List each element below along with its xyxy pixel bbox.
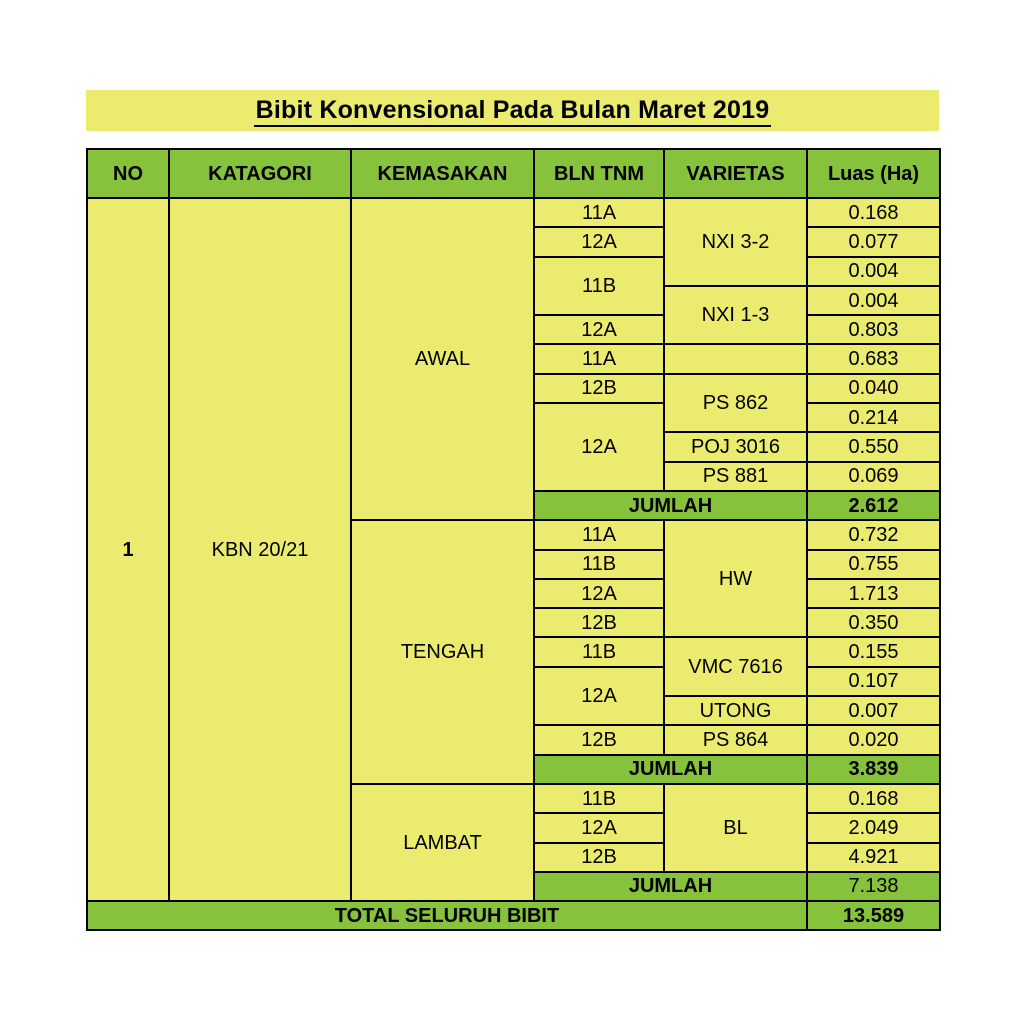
cell-varietas: HW [664,520,807,637]
bibit-table [86,148,941,931]
cell-varietas [664,344,807,373]
cell-varietas: PS 862 [664,374,807,433]
cell-luas: 0.168 [807,198,940,227]
cell-bln-tnm: 12A [534,315,664,344]
cell-luas: 0.007 [807,696,940,725]
header-varietas: VARIETAS [664,149,807,198]
cell-bln-tnm: 11A [534,198,664,227]
cell-luas: 0.069 [807,462,940,491]
cell-varietas: POJ 3016 [664,432,807,461]
cell-bln-tnm: 12A [534,813,664,842]
jumlah-label: JUMLAH [534,491,807,520]
cell-luas: 0.107 [807,667,940,696]
cell-no: 1 [87,198,169,901]
cell-kemasakan-lambat: LAMBAT [351,784,534,901]
cell-varietas: BL [664,784,807,872]
header-no: NO [87,149,169,198]
header-katagori: KATAGORI [169,149,351,198]
title-banner [86,90,939,131]
cell-varietas: PS 881 [664,462,807,491]
jumlah-label: JUMLAH [534,872,807,901]
cell-luas: 0.004 [807,257,940,286]
jumlah-value: 7.138 [807,872,940,901]
page-title: Bibit Konvensional Pada Bulan Maret 2019 [254,95,772,127]
cell-bln-tnm: 11A [534,344,664,373]
cell-bln-tnm: 12B [534,374,664,403]
cell-luas: 4.921 [807,843,940,872]
cell-luas: 0.077 [807,227,940,256]
header-bln-tnm: BLN TNM [534,149,664,198]
cell-bln-tnm: 11B [534,257,664,316]
total-row [87,901,940,930]
header-kemasakan: KEMASAKAN [351,149,534,198]
cell-varietas: UTONG [664,696,807,725]
cell-kemasakan-tengah: TENGAH [351,520,534,784]
cell-bln-tnm: 12B [534,608,664,637]
cell-luas: 0.168 [807,784,940,813]
cell-luas: 0.020 [807,725,940,754]
cell-luas: 1.713 [807,579,940,608]
cell-bln-tnm: 12A [534,227,664,256]
cell-katagori: KBN 20/21 [169,198,351,901]
jumlah-label: JUMLAH [534,755,807,784]
cell-luas: 0.550 [807,432,940,461]
cell-bln-tnm: 12A [534,667,664,726]
cell-bln-tnm: 11B [534,637,664,666]
cell-varietas: NXI 1-3 [664,286,807,345]
cell-luas: 2.049 [807,813,940,842]
cell-bln-tnm: 12B [534,725,664,754]
cell-luas: 0.350 [807,608,940,637]
header-luas: Luas (Ha) [807,149,940,198]
jumlah-value: 2.612 [807,491,940,520]
cell-bln-tnm: 11A [534,520,664,549]
cell-luas: 0.755 [807,550,940,579]
total-value: 13.589 [807,901,940,930]
cell-varietas: NXI 3-2 [664,198,807,286]
cell-bln-tnm: 12B [534,843,664,872]
cell-bln-tnm: 12A [534,579,664,608]
cell-luas: 0.732 [807,520,940,549]
header-row [87,149,940,198]
cell-varietas: PS 864 [664,725,807,754]
total-label: TOTAL SELURUH BIBIT [87,901,807,930]
cell-bln-tnm: 12A [534,403,664,491]
cell-luas: 0.214 [807,403,940,432]
cell-luas: 0.683 [807,344,940,373]
cell-kemasakan-awal: AWAL [351,198,534,520]
cell-luas: 0.803 [807,315,940,344]
cell-bln-tnm: 11B [534,550,664,579]
cell-luas: 0.040 [807,374,940,403]
cell-bln-tnm: 11B [534,784,664,813]
cell-luas: 0.004 [807,286,940,315]
jumlah-value: 3.839 [807,755,940,784]
cell-luas: 0.155 [807,637,940,666]
cell-varietas: VMC 7616 [664,637,807,696]
table-row [87,198,940,227]
